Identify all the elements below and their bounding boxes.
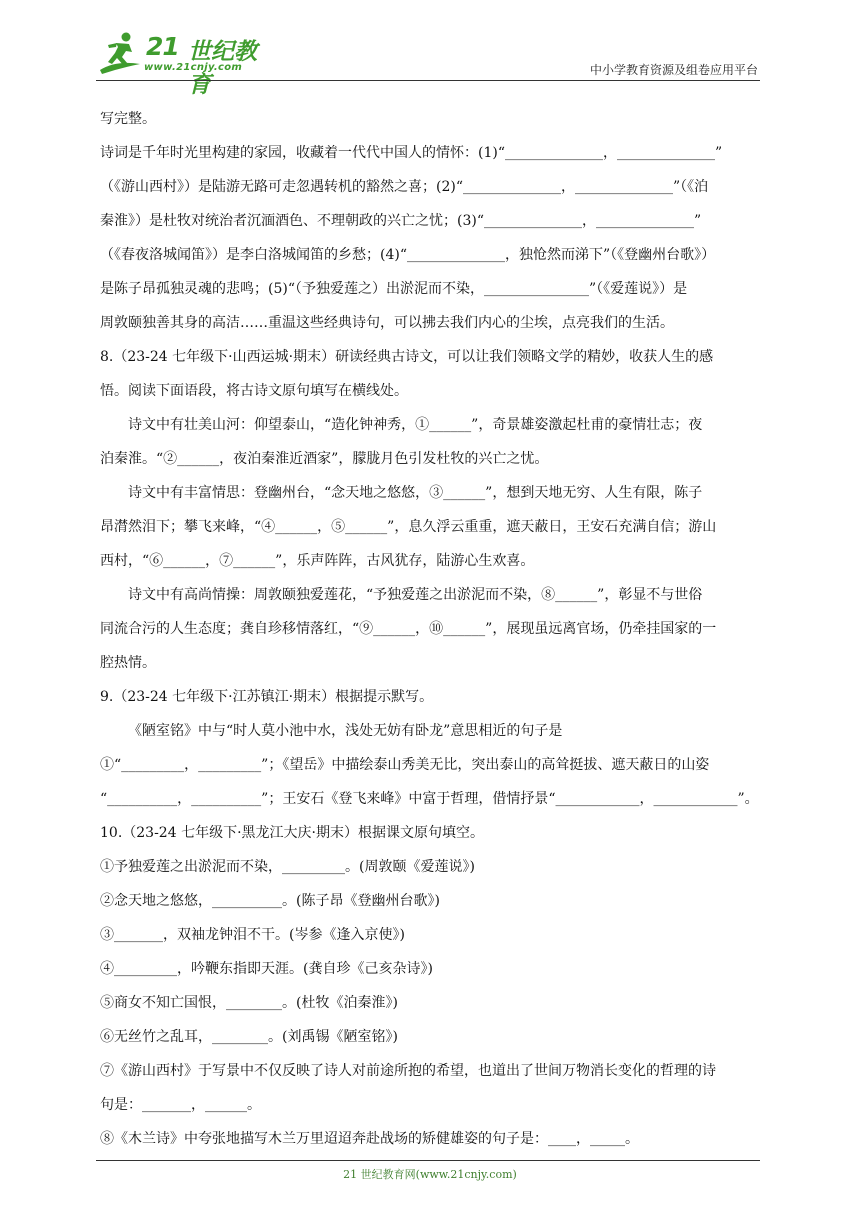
footer-link[interactable]: 21 世纪教育网(www.21cnjy.com) xyxy=(343,1168,517,1181)
text-line: “__________，__________”；王安石《登飞来峰》中富于哲理，借情抒景“____________，____________”。 xyxy=(100,791,759,807)
text-line: 泊秦淮。“②______，夜泊秦淮近酒家”，朦胧月色引发杜牧的兴亡之忧。 xyxy=(100,451,549,467)
text-line: 同流合污的人生态度；龚自珍移情落红，“⑨______，⑩______”，展现虽远离官场，仍牵挂国家的一 xyxy=(100,621,717,637)
footer-divider xyxy=(96,1160,760,1161)
text-line: 诗文中有丰富情思：登幽州台，“念天地之悠悠，③______”，想到天地无穷、人生有限，陈子 xyxy=(128,485,703,501)
text-line: ③_______，双袖龙钟泪不干。(岑参《逢入京使》) xyxy=(100,927,405,943)
text-line: ④_________，吟鞭东指即天涯。(龚自珍《己亥杂诗》) xyxy=(100,961,433,977)
text-line: ①“_________，_________”；《望岳》中描绘泰山秀美无比，突出泰山的高耸挺拔、遮天蔽日的山姿 xyxy=(100,757,710,773)
text-line: （《游山西村》）是陆游无路可走忽遇转机的豁然之喜；(2)“______________，______________”（《泊 xyxy=(100,179,709,195)
text-line: （《春夜洛城闻笛》）是李白洛城闻笛的乡愁；(4)“______________，独怆然而涕下”（《登幽州台歌》） xyxy=(100,247,716,263)
logo-text: 世纪教育 xyxy=(188,39,257,98)
question-heading: 10.（23-24 七年级下·黑龙江大庆·期末）根据课文原句填空。 xyxy=(100,825,484,841)
site-logo[interactable] xyxy=(96,30,266,98)
logo-url: www.21cnjy.com xyxy=(144,62,243,73)
text-line: ⑧《木兰诗》中夸张地描写木兰万里迢迢奔赴战场的矫健雄姿的句子是：____，_____。 xyxy=(100,1131,639,1147)
text-line: 诗文中有高尚情操：周敦颐独爱莲花，“予独爱莲之出淤泥而不染，⑧______”，彰显不与世俗 xyxy=(128,587,703,603)
text-line: ①予独爱莲之出淤泥而不染，_________。(周敦颐《爱莲说》) xyxy=(100,859,475,875)
text-line: 腔热情。 xyxy=(100,655,156,671)
text-line: 昂潸然泪下；攀飞来峰，“④______，⑤______”，息久浮云重重，遮天蔽日，王安石充满自信；游山 xyxy=(100,519,717,535)
text-line: ⑥无丝竹之乱耳，________。(刘禹锡《陋室铭》) xyxy=(100,1029,398,1045)
text-line: 西村，“⑥______，⑦______”，乐声阵阵，古风犹存，陆游心生欢喜。 xyxy=(100,553,535,569)
page-header xyxy=(96,30,760,98)
text-line: ⑦《游山西村》于写景中不仅反映了诗人对前途所抱的希望，也道出了世间万物消长变化的哲理的诗 xyxy=(100,1063,716,1079)
document-body xyxy=(100,102,760,1156)
question-heading: 8.（23-24 七年级下·山西运城·期末）研读经典古诗文，可以让我们领略文学的精妙，收获人生的感 xyxy=(100,349,714,365)
text-line: 写完整。 xyxy=(100,111,156,127)
text-line: 周敦颐独善其身的高洁……重温这些经典诗句，可以拂去我们内心的尘埃，点亮我们的生活。 xyxy=(100,315,674,331)
text-line: ②念天地之悠悠，__________。(陈子昂《登幽州台歌》) xyxy=(100,893,440,909)
text-line: 诗文中有壮美山河：仰望泰山，“造化钟神秀，①______”，奇景雄姿激起杜甫的豪情壮志；夜 xyxy=(128,417,703,433)
text-line: 诗词是千年时光里构建的家园，收藏着一代代中国人的情怀：(1)“______________，______________” xyxy=(100,145,723,161)
header-divider xyxy=(96,80,760,81)
text-line: 悟。阅读下面语段，将古诗文原句填写在横线处。 xyxy=(100,383,408,399)
logo-number: 21 xyxy=(146,32,179,61)
runner-icon xyxy=(96,30,144,76)
platform-label: 中小学教育资源及组卷应用平台 xyxy=(589,63,758,77)
question-heading: 9.（23-24 七年级下·江苏镇江·期末）根据提示默写。 xyxy=(100,689,434,705)
text-line: 《陋室铭》中与“时人莫小池中水，浅处无妨有卧龙”意思相近的句子是 xyxy=(128,723,563,739)
text-line: 是陈子昂孤独灵魂的悲鸣；(5)“（予独爱莲之）出淤泥而不染，_______________”（《爱莲说》）是 xyxy=(100,281,688,297)
text-line: 秦淮》）是杜牧对统治者沉湎酒色、不理朝政的兴亡之忧；(3)“______________，______________” xyxy=(100,213,702,229)
text-line: 句是：_______，______。 xyxy=(100,1097,261,1113)
text-line: ⑤商女不知亡国恨，________。(杜牧《泊秦淮》) xyxy=(100,995,398,1011)
